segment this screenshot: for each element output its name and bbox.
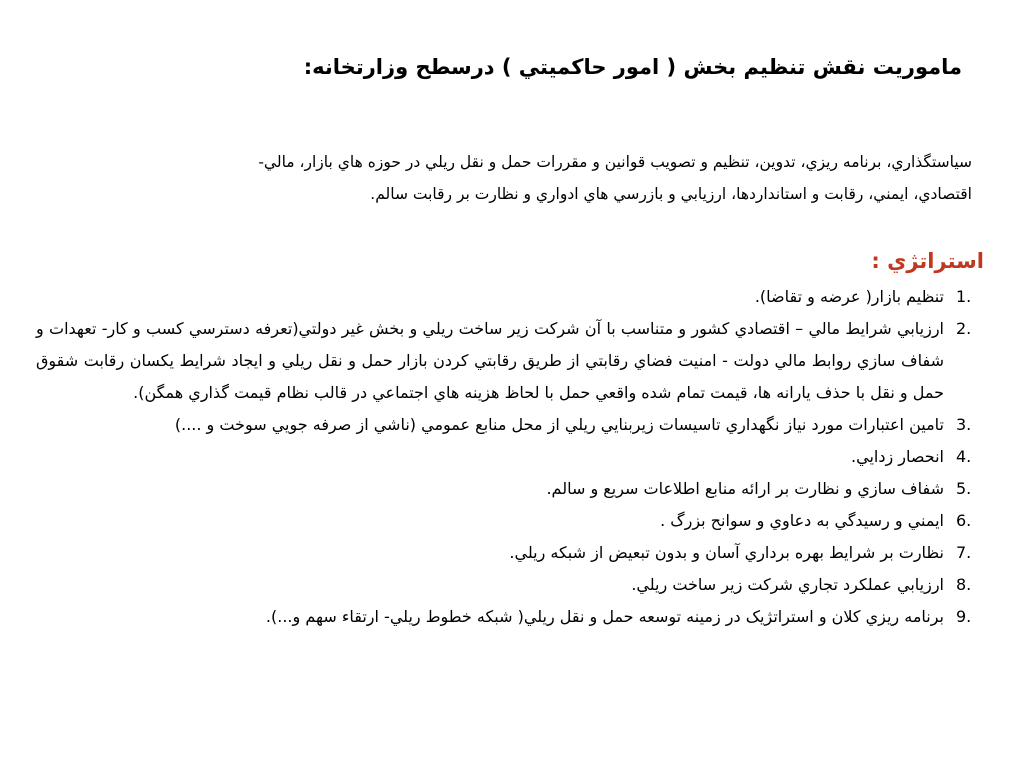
item-text: ايمني و رسيدگي به دعاوي و سوانح بزرگ . [660, 511, 944, 530]
item-number: 3. [956, 415, 972, 434]
strategy-item [36, 569, 984, 601]
item-number: 1. [956, 287, 972, 306]
item-text: ارزيابي عملكرد تجاري شركت زير ساخت ريلي. [631, 575, 944, 594]
item-text: نظارت بر شرايط بهره برداري آسان و بدون تبعيض از شبكه ريلي. [509, 543, 944, 562]
strategy-item [36, 601, 984, 633]
item-text: ارزيابي شرايط مالي – اقتصادي كشور و متناسب با آن شركت زير ساخت ريلي و بخش غير دولتي(تعرفه دسترسي كسب و كار- تعهدات و شفاف سازي روابط مالي دولت - امنيت فضاي رقابتي از طريق رقابتي كردن بازار حمل و نقل ريلي و ايجاد شرايط يكسان رقابت شقوق حمل و نقل با حذف يارانه ها، قيمت تمام شده واقعي حمل با لحاظ هزينه هاي اجتماعي در قالب نظام قيمت گذاري همگن). [36, 319, 944, 402]
strategy-item [36, 473, 984, 505]
item-text: برنامه ريزي كلان و استراتژيک در زمينه توسعه حمل و نقل ريلي( شبكه خطوط ريلي- ارتقاء سهم و...). [265, 607, 944, 626]
strategy-item [36, 409, 984, 441]
item-text: انحصار زدايي. [851, 447, 944, 466]
strategy-item [36, 313, 984, 409]
strategy-item [36, 281, 984, 313]
item-number: 4. [956, 447, 972, 466]
item-number: 6. [956, 511, 972, 530]
item-number: 7. [956, 543, 972, 562]
item-text: تامين اعتبارات مورد نياز نگهداري تاسيسات زيربنايي ريلي از محل منابع عمومي (ناشي از صرفه جويي سوخت و ....) [174, 415, 944, 434]
item-number: 5. [956, 479, 972, 498]
item-text: شفاف سازي و نظارت بر ارائه منابع اطلاعات سريع و سالم. [546, 479, 944, 498]
strategy-item [36, 537, 984, 569]
item-number: 8. [956, 575, 972, 594]
item-text: تنظيم بازار( عرضه و تقاضا). [754, 287, 944, 306]
intro-line: اقتصادي، ايمني، رقابت و استانداردها، ارزيابي و بازرسي هاي ادواري و نظارت بر رقابت سالم. [370, 185, 972, 203]
item-number: 2. [956, 319, 972, 338]
strategy-list [36, 281, 984, 633]
slide-title: ماموريت نقش تنظيم بخش ( امور حاكميتي ) درسطح وزارتخانه: [303, 55, 962, 79]
strategy-item [36, 505, 984, 537]
intro-line: سياستگذاري، برنامه ريزي، تدوين، تنظيم و تصويب قوانين و مقررات حمل و نقل ريلي در حوزه هاي بازار، مالي- [258, 153, 972, 171]
strategy-item [36, 441, 984, 473]
item-number: 9. [956, 607, 972, 626]
strategy-heading: استراتژي : [871, 249, 984, 273]
intro-paragraph [52, 146, 972, 210]
